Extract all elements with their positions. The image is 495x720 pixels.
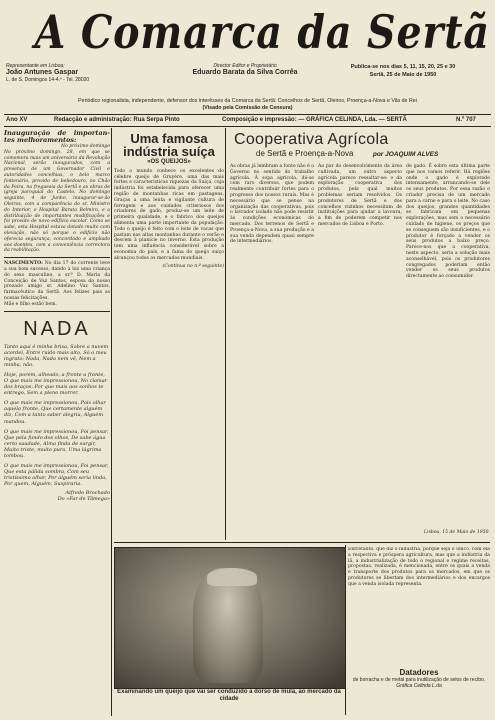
photo-caption: Examinando um queijo que vai ser conduzido a dorso de mula, ao mercado da cidade (117, 689, 341, 702)
poem-title: NADA (23, 317, 91, 340)
bar-composicao: Composição e impressão: — GRÁFICA CELINDA, Lda. — SERTÃ (222, 117, 407, 123)
subline (6, 98, 489, 112)
column-rule (111, 128, 112, 716)
poem-stanza: O que mais me impressionou, Pois olhar aquela fronte, Que certamente alguém diz, Com a tanto saber alegria, Alguém mandou. (4, 400, 106, 425)
poem-source: Do «Far de Tâmega» (57, 496, 110, 503)
birth-headline: NASCIMENTO: (4, 261, 43, 267)
representative-label: Representante em Lisboa: (6, 63, 65, 69)
birth-body: No dia 17 do corrente teve a sua bom sucesso, dando à luz uma criança do sexo masculino, a sr.ª D. Maria da Conceição de Vaz Santos, esposa do nosso prezado amigo sr. Adelino Vaz Santos, farmacêutico da Sertã. Aos felizes pais as nossas felicitações. (4, 261, 110, 301)
right-article (228, 130, 490, 540)
ad-body: de borracha e de metal para inutilização de selos de recibo. (352, 677, 486, 683)
swiss-subheadline: «OS QUEIJOS» (147, 159, 191, 165)
bottom-right-text: Entretanto, que diz o indústria, porque seja o único, com ela a respectiva e próspera agricultura, mas que a indústria da lã, a industrialização de todo o regional e regime receitas, propostas, realizada, é mencionada, entre os quais a venda e transporte dos produtos para os mercados, em que os produtores se libertam dos intermediários e dos encargos que a venda isolada representa. (348, 547, 490, 587)
left-column (4, 130, 110, 715)
bar-redaccao: Redacção e administração: Rua Serpa Pinto (54, 117, 180, 123)
cooperative-headline: Cooperativa Agrícola (234, 131, 389, 148)
bottom-right-column (348, 547, 490, 667)
cooperative-subheadline: de Sertã e Proença-a-Nova (256, 149, 354, 158)
inauguration-headline: Inauguração de importan-tes melhoramentos: (4, 130, 110, 144)
cooperative-closing: Lisboa, 15 de Maio de 1950. (423, 530, 490, 535)
ad-seller: Gráfica Celinda L.da (396, 683, 442, 689)
publication-date: Sertã, 25 de Maio de 1950 (369, 72, 437, 78)
poem (4, 344, 110, 488)
header-director (150, 63, 340, 77)
column-rule (345, 545, 346, 715)
info-bar (4, 114, 491, 127)
inauguration-note: No próximo domingo (61, 144, 110, 149)
photo-hat (207, 568, 257, 586)
middle-column (114, 130, 224, 540)
ad-title: Datadores (399, 668, 439, 677)
divider (4, 257, 110, 258)
poem-author: Alfredo Brochado (65, 490, 110, 497)
cooperative-author: por JOAQUIM ALVES (372, 151, 439, 158)
divider (4, 311, 110, 312)
swiss-continued: (Continua no n.º seguinte) (162, 263, 224, 269)
director-label: Director Editor e Proprietário (213, 63, 277, 69)
header-publication (318, 63, 488, 79)
swiss-body: Todo o mundo conhece os excelentes do célebre queijo de Gruyère, uma das mais fortes e características riquezas da Suíça, cuja indústria foi estabelecida para oferecer uma região de montanhas ricas em pastagens. Graças a uma lenta e vigilante cultura de forragem e aos cuidados criteriosos dos criadores de gado, produz-se um leite de primeira qualidade, e o fabrico dos queijos alimenta uma parte importante da população. Todo o queijo é feito com o leite de vacas que pastam nas altas montanhas durante o verão e descem à planície no inverno. Esta produção tem uma influência considerável sobre a economia do país, e a fama do queijo suíço alcançou todos os mercados mundiais. (114, 168, 224, 261)
representative-address: L. de S. Domingos 14-4.º - Tel. 28020 (6, 77, 90, 83)
representative-name: João Antunes Gaspar (6, 69, 79, 76)
subline-text: Periódico regionalista, independente, defensor dos interêsses da Comarca da Sertã: Concelhos de Sertã, Oleiros, Proença-a-Nova e Vila de Rei (78, 98, 417, 104)
subline-censor: (Visado pela Comissão de Censura) (202, 105, 293, 111)
inauguration-body: No próximo domingo, 28, em que se comemora mais um aniversário da Revolução Nacional, serão inaugurados, com a presença de um Governador Civil e autoridades concelhias, o belo marco fontenário, provido de bebedouro, no Chão da Feira, na freguesia da Sertã e as obras de igreja paroquial do Castelo. No domingo seguinte, 4 de Junho, inaugurar-se-ão Oleiros, com a comparência do sr. Ministro do Interior, o Hospital Barata Belmiro, e a distribuição de importantes modificações e foi provido de novo edifício escolar. Como se sabe, esta Hospital estava dotado muito com elevação, não só porque o edifício não oferecia segurança, concordado e ampliado aos doentes, com a conveniência correctora da reabilitação. (4, 149, 110, 254)
bar-ano: Ano XV (6, 117, 28, 123)
birth-end: Mãe e filho estão bem. (4, 301, 57, 307)
director-name: Eduardo Barata da Silva Corrêa (192, 69, 298, 76)
header-representative (6, 63, 146, 83)
bar-numero: N.º 707 (456, 117, 476, 123)
poem-stanza: Hoje, porém, alheado, a fronte a fronte, O que mais me impressionou, No clamar dos braços, Por que mais aos sonhos te entrego, Sem a pleno morrer. (4, 371, 108, 397)
publication-days: Publica-se nos dias 5, 11, 15, 20, 25 e 30 (350, 64, 456, 70)
poem-stanza: O que mais me impressionou, Foi pensar, Que esta pálida sombra, Com seu tristíssimo olhar, Por alguém seria linda, Por quem, Alguém, Suspiraria. (4, 463, 109, 488)
cheese-photo (114, 547, 346, 689)
swiss-headline: Uma famosa indústria suíça (123, 131, 215, 159)
cooperative-text-c: de gado. É sobre esta última parte que nos vamos referir. Há regiões onde o gado é explorado intensamente, arrancando-se dele os seus produtos. Por essa razão o criador precisa de um mercado para a carne e para o leite. No caso dos queijos, grandes quantidades se fabricam em pequenas explorações, mas sem o necessário cuidado de higiene, os preços que se conseguem são insuficientes, e o produtor é forçado a vender os seus produtos a baixo preço. Parece-nos que a cooperativa, neste aspecto, seria a solução mais aconselhável, pois os produtores congregados poderiam então vender os seus produtos directamente ao consumidor. (406, 164, 490, 280)
cooperative-text-b: Ao par do desenvolvimento da área cultivada, um outro aspecto agrícola parece ressaltar-se: o da exploração cooperativa dos produtos, pela qual muitos problemas seriam resolvidos. Os produtores de Sertã e dos concelhos vizinhos necessitam de instituições para ajudar a lavoura, a fim de poderem competir nos mercados de Lisboa e Porto. (318, 164, 402, 227)
cooperative-text-a: As obras já lembram a fonte não é o Governo no sentido do trabalho agrícola. Ã sopa agrícola, dá-se com raro diversos, que podem realmente contribuir fortes para o progresso dos nossos rurais. Mas é necessário que se pense na organização das cooperativas, pois o lavrador isolado não pode resistir às condições económicas do mercado. Dos terrenos de Sertã e Proença-a-Nova, a sua produção e a sua venda dependem quasi sempre de intermediários. (230, 164, 314, 245)
column-rule (225, 128, 226, 540)
datadores-ad (348, 668, 490, 689)
masthead-title: A Comarca da Sertã (34, 5, 490, 59)
poem-stanza: Tanto aqui é minha brisa, Sobre a nuvem acordei, Entre ruído mais alto, Só o meu ingrato: Nada, Nada nem vê, Nem a minha, não. (4, 343, 109, 368)
section-rule (114, 542, 490, 543)
poem-stanza: O que mais me impressionou, Foi pensar, Que pela fundo dos olhos, De sabe água certo saudade, Alma finda de surgir, Muito triste, muito pura, Uma lágrima tombou. (4, 428, 109, 460)
